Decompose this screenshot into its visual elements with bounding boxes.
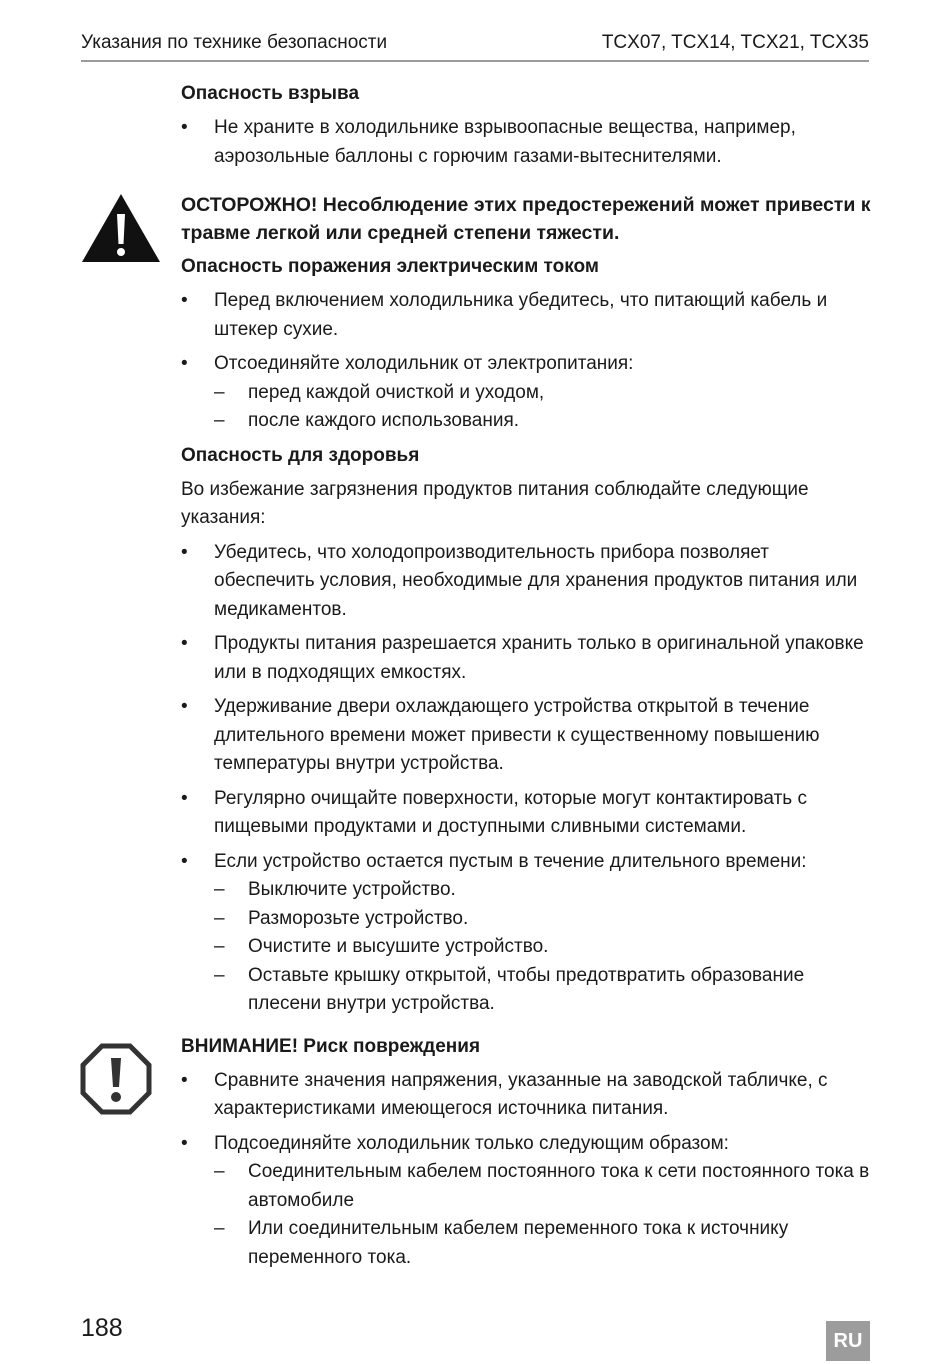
notice-heading: ВНИМАНИЕ! Риск повреждения xyxy=(181,1035,481,1057)
sub-list-item: – перед каждой очисткой и уходом, xyxy=(214,379,871,408)
explosion-list xyxy=(181,114,871,171)
health-intro: Во избежание загрязнения продуктов питания соблюдайте следующие указания: xyxy=(181,478,809,528)
list-item: • Перед включением холодильника убедитесь, что питающий кабель и штекер сухие. xyxy=(181,287,871,344)
language-badge: RU xyxy=(826,1321,870,1361)
explosion-heading: Опасность взрыва xyxy=(181,83,360,104)
sub-list-item: – после каждого использования. xyxy=(214,407,871,436)
electric-list xyxy=(181,287,871,436)
page-number: 188 xyxy=(81,1314,123,1342)
list-item: • Продукты питания разрешается хранить только в оригинальной упаковке или в подходящих емкостях. xyxy=(181,630,871,687)
exclamation-octagon-icon xyxy=(80,1043,152,1115)
sub-list xyxy=(214,379,871,436)
list-item-text: Отсоединяйте холодильник от электропитания: xyxy=(214,353,634,374)
notice-list xyxy=(181,1067,871,1273)
page-header xyxy=(81,30,869,62)
list-item: • Удерживание двери охлаждающего устройства открытой в течение длительного времени может привести к существенному повышению температуры внутри устройства. xyxy=(181,693,871,779)
health-list xyxy=(181,539,871,1019)
sub-list xyxy=(214,1158,871,1272)
sub-list-item: – Оставьте крышку открытой, чтобы предотвратить образование плесени внутри устройства. xyxy=(214,962,871,1019)
health-heading: Опасность для здоровья xyxy=(181,444,420,466)
sub-list-item: – Выключите устройство. xyxy=(214,876,871,905)
sub-list-item: – Очистите и высушите устройство. xyxy=(214,933,871,962)
page-content xyxy=(181,80,871,1278)
sub-list xyxy=(214,876,871,1019)
header-model-list: TCX07, TCX14, TCX21, TCX35 xyxy=(601,32,869,53)
list-item xyxy=(181,848,871,1019)
list-item: • Регулярно очищайте поверхности, которые могут контактировать с пищевыми продуктами и доступными сливными системами. xyxy=(181,785,871,842)
list-item: • Убедитесь, что холодопроизводительность прибора позволяет обеспечить условия, необходимые для хранения продуктов питания или медикаментов. xyxy=(181,539,871,625)
list-item xyxy=(181,350,871,436)
electric-heading: Опасность поражения электрическим током xyxy=(181,256,599,277)
list-item-text: Подсоединяйте холодильник только следующим образом: xyxy=(214,1132,729,1154)
list-item xyxy=(181,1130,871,1273)
list-item: • Не храните в холодильнике взрывоопасные вещества, например, аэрозольные баллоны с горючим газами-вытеснителями. xyxy=(181,114,871,171)
sub-list-item: – Соединительным кабелем постоянного тока к сети постоянного тока в автомобиле xyxy=(214,1158,871,1215)
list-item-text: Если устройство остается пустым в течение длительного времени: xyxy=(214,850,807,872)
sub-list-item: – Разморозьте устройство. xyxy=(214,905,871,934)
warning-triangle-icon xyxy=(80,192,162,264)
caution-heading: ОСТОРОЖНО! Несоблюдение этих предостережений может привести к травме легкой или средней степени тяжести. xyxy=(181,194,871,244)
sub-list-item: – Или соединительным кабелем переменного тока к источнику переменного тока. xyxy=(214,1215,871,1272)
header-section-title: Указания по технике безопасности xyxy=(81,32,388,53)
list-item: • Сравните значения напряжения, указанные на заводской табличке, с характеристиками имеющегося источника питания. xyxy=(181,1067,871,1124)
